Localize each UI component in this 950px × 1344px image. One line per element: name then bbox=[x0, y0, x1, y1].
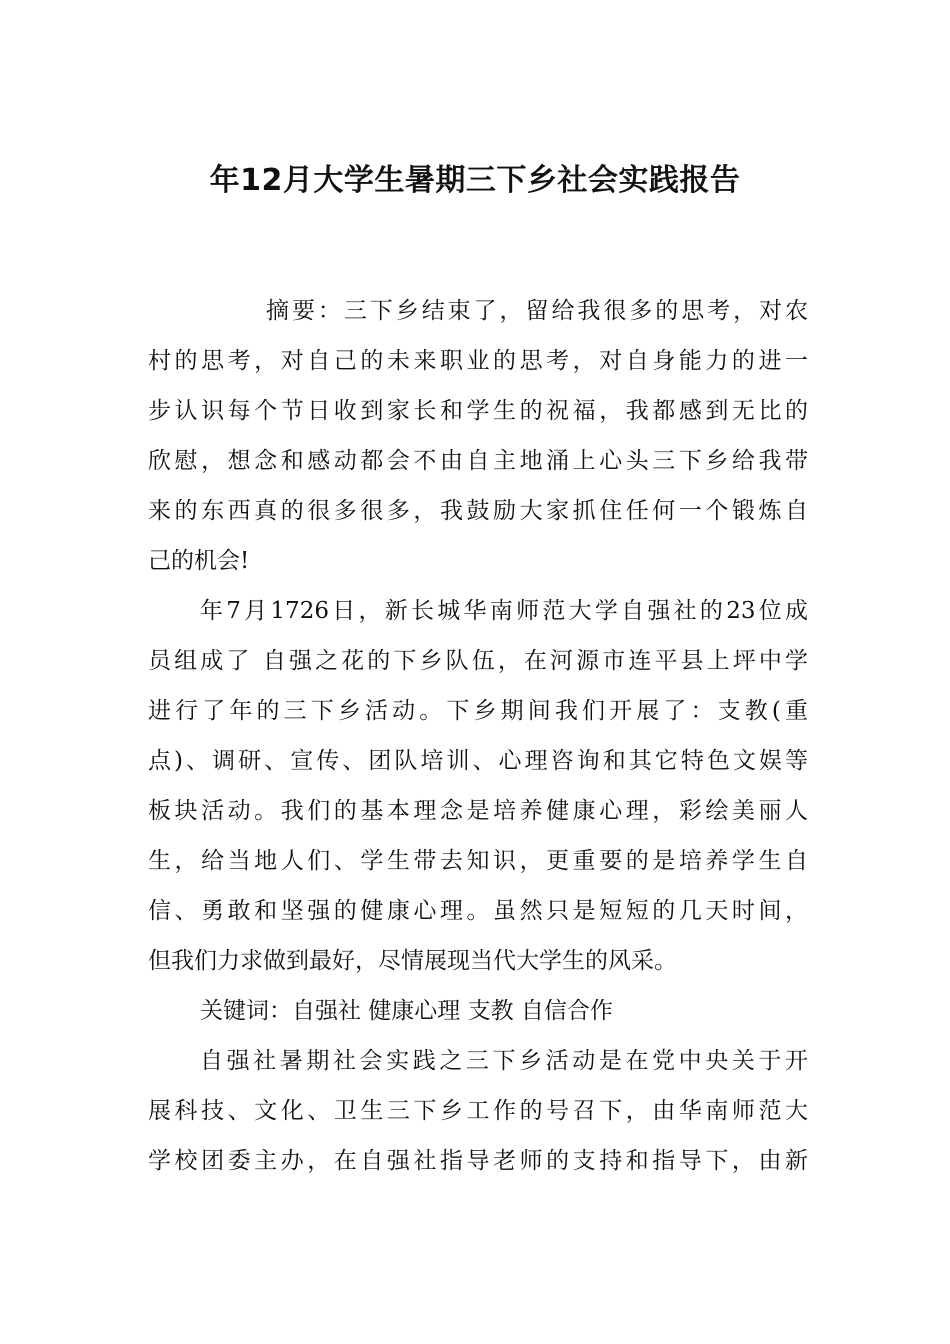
abstract-line-2: 村的思考，对自己的未来职业的思考，对自身能力的进一 bbox=[148, 348, 808, 374]
body-paragraph-2-line-3: 学校团委主办，在自强社指导老师的支持和指导下，由新 bbox=[148, 1148, 808, 1174]
body-paragraph-1-line-8: 但我们力求做到最好，尽情展现当代大学生的风采。 bbox=[148, 948, 677, 974]
abstract-line-4: 欣慰，想念和感动都会不由自主地涌上心头三下乡给我带 bbox=[148, 448, 808, 474]
abstract-line-1: 摘要：三下乡结束了，留给我很多的思考，对农 bbox=[266, 298, 808, 324]
body-paragraph-2-line-2: 展科技、文化、卫生三下乡工作的号召下，由华南师范大 bbox=[148, 1098, 808, 1124]
body-paragraph-1-line-4: 点)、调研、宣传、团队培训、心理咨询和其它特色文娱等 bbox=[148, 748, 808, 774]
abstract-line-5: 来的东西真的很多很多，我鼓励大家抓住任何一个锻炼自 bbox=[148, 498, 808, 524]
body-paragraph-1-line-1: 年7月1726日，新长城华南师范大学自强社的23位成 bbox=[200, 598, 808, 624]
keywords-line: 关键词：自强社 健康心理 支教 自信合作 bbox=[200, 998, 613, 1024]
body-paragraph-1-line-7: 信、勇敢和坚强的健康心理。虽然只是短短的几天时间， bbox=[148, 898, 808, 924]
body-paragraph-1-line-5: 板块活动。我们的基本理念是培养健康心理，彩绘美丽人 bbox=[148, 798, 808, 824]
body-paragraph-2-line-1: 自强社暑期社会实践之三下乡活动是在党中央关于开 bbox=[200, 1048, 808, 1074]
document-title: 年12月大学生暑期三下乡社会实践报告 bbox=[209, 163, 741, 198]
body-paragraph-1-line-6: 生，给当地人们、学生带去知识，更重要的是培养学生自 bbox=[148, 848, 808, 874]
abstract-line-3: 步认识每个节日收到家长和学生的祝福，我都感到无比的 bbox=[148, 398, 808, 424]
body-paragraph-1-line-2: 员组成了 自强之花的下乡队伍，在河源市连平县上坪中学 bbox=[148, 648, 808, 674]
body-paragraph-1-line-3: 进行了年的三下乡活动。下乡期间我们开展了：支教(重 bbox=[148, 698, 808, 724]
abstract-line-6: 己的机会! bbox=[148, 548, 250, 574]
